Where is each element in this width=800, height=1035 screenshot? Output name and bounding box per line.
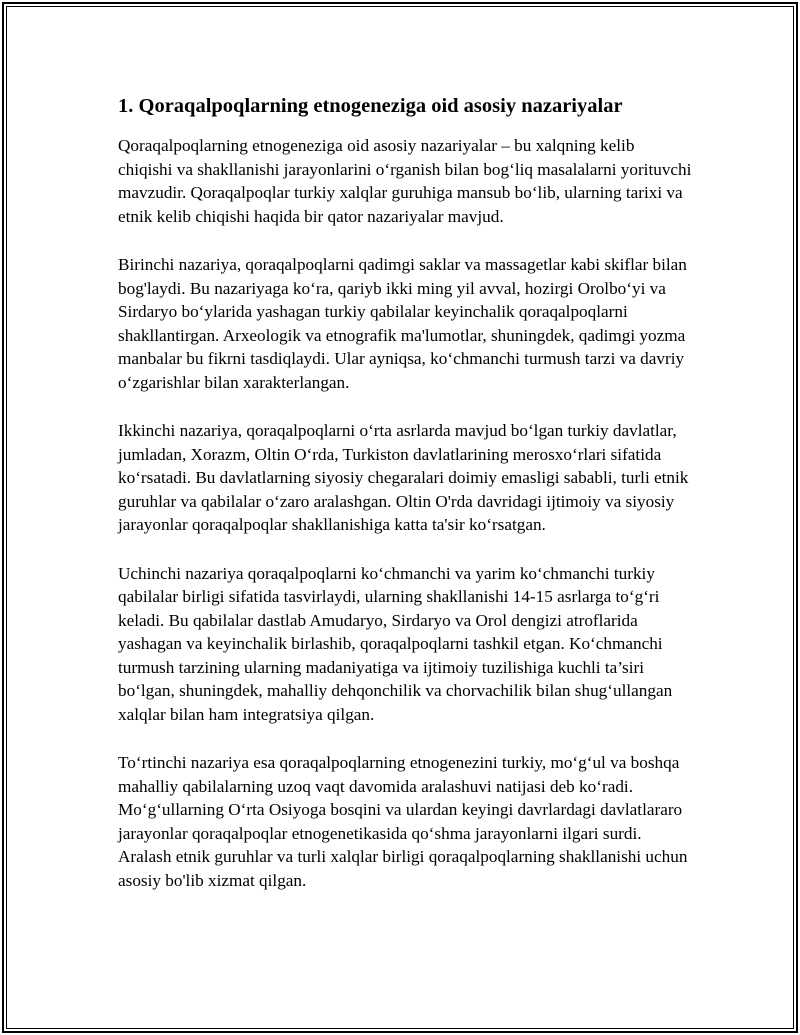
paragraph-first-theory: Birinchi nazariya, qoraqalpoqlarni qadimgi saklar va massagetlar kabi skiflar bilan bog'laydi. Bu nazariyaga ko‘ra, qariyb ikki ming yil avval, hozirgi Orolbo‘yi va Sirdaryo bo‘ylarida yashagan turkiy qabilalar keyinchalik qoraqalpoqlarni shakllantirgan. Arxeologik va etnografik ma'lumotlar, shuningdek, qadimgi yozma manbalar bu fikrni tasdiqlaydi. Ular ayniqsa, ko‘chmanchi turmush tarzi va davriy o‘zgarishlar bilan xarakterlangan.	[118, 255, 687, 392]
paragraph-third-theory: Uchinchi nazariya qoraqalpoqlarni ko‘chmanchi va yarim ko‘chmanchi turkiy qabilalar birligi sifatida tasvirlaydi, ularning shakllanishi 14-15 asrlarga to‘g‘ri keladi. Bu qabilalar dastlab Amudaryo, Sirdaryo va Orol dengizi atroflarida yashagan va keyinchalik birlashib, qoraqalpoqlarni tashkil etgan. Ko‘chmanchi turmush tarzining ularning madaniyatiga va ijtimoiy tuzilishiga kuchli ta’siri bo‘lgan, shuningdek, mahalliy dehqonchilik va chorvachilik bilan shug‘ullangan xalqlar bilan ham integratsiya qilgan.	[118, 563, 673, 724]
paragraph-intro: Qoraqalpoqlarning etnogeneziga oid asosiy nazariyalar – bu xalqning kelib chiqishi va shakllanishi jarayonlarini o‘rganish bilan bog‘liq masalalarni yorituvchi mavzudir. Qoraqalpoqlar turkiy xalqlar guruhiga mansub bo‘lib, ularning tarixi va etnik kelib chiqishi haqida bir qator nazariyalar mavjud.	[118, 136, 692, 226]
document-body	[118, 92, 693, 917]
paragraph-second-theory: Ikkinchi nazariya, qoraqalpoqlarni o‘rta asrlarda mavjud bo‘lgan turkiy davlatlar, jumladan, Xorazm, Oltin O‘rda, Turkiston davlatlarining merosxo‘rlari sifatida ko‘rsatadi. Bu davlatlarning siyosiy chegaralari doimiy emasligi sababli, turli etnik guruhlar va qabilalar o‘zaro aralashgan. Oltin O'rda davridagi ijtimoiy va siyosiy jarayonlar qoraqalpoqlar shakllanishiga katta ta'sir ko‘rsatgan.	[118, 421, 689, 534]
document-title: 1. Qoraqalpoqlarning etnogeneziga oid asosiy nazariyalar	[118, 95, 623, 117]
paragraph-fourth-theory: To‘rtinchi nazariya esa qoraqalpoqlarning etnogenezini turkiy, mo‘g‘ul va boshqa mahalliy qabilalarning uzoq vaqt davomida aralashuvi natijasi deb ko‘radi. Mo‘g‘ullarning O‘rta Osiyoga bosqini va ulardan keyingi davrlardagi davlatlararo jarayonlar qoraqalpoqlar etnogenetikasida qo‘shma jarayonlarni ilgari surdi. Aralash etnik guruhlar va turli xalqlar birligi qoraqalpoqlarning shakllanishi uchun asosiy bo'lib xizmat qilgan.	[118, 753, 688, 890]
